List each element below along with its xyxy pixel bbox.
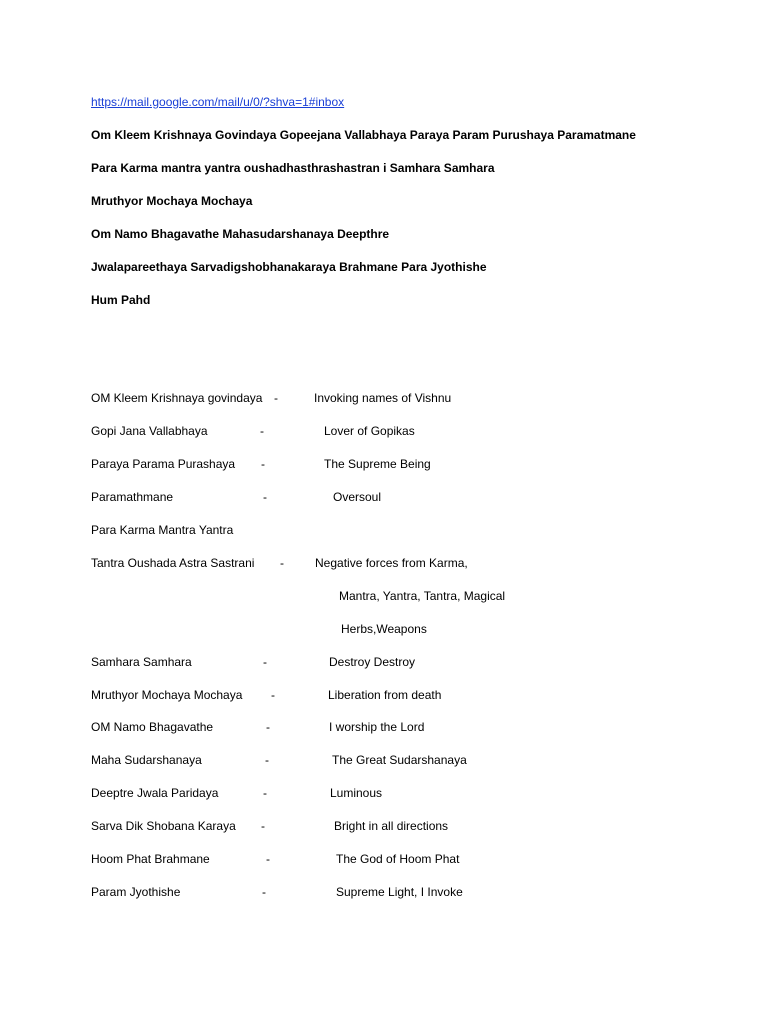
glossary-meaning: I worship the Lord	[329, 720, 425, 734]
glossary-term: Hoom Phat Brahmane	[91, 852, 210, 866]
glossary-row	[0, 456, 768, 472]
mantra-line: Jwalapareethaya Sarvadigshobhanakaraya Brahmane Para Jyothishe	[91, 260, 487, 274]
glossary-term: Gopi Jana Vallabhaya	[91, 424, 208, 438]
glossary-dash: -	[280, 556, 284, 570]
glossary-term: OM Namo Bhagavathe	[91, 720, 214, 734]
glossary-row	[0, 555, 768, 571]
glossary-meaning: Mantra, Yantra, Tantra, Magical	[339, 589, 506, 603]
glossary-meaning: Liberation from death	[328, 688, 442, 702]
glossary-row	[0, 390, 768, 406]
gmail-inbox-link[interactable]: https://mail.google.com/mail/u/0/?shva=1#inbox	[91, 95, 345, 109]
glossary-dash: -	[266, 852, 270, 866]
glossary-dash: -	[265, 753, 269, 767]
glossary-dash: -	[261, 457, 265, 471]
glossary-meaning: Destroy Destroy	[329, 655, 416, 669]
glossary-row	[0, 588, 768, 604]
glossary-meaning: Bright in all directions	[334, 819, 449, 833]
glossary-row	[0, 654, 768, 670]
glossary-term: OM Kleem Krishnaya govindaya	[91, 391, 263, 405]
mantra-line: Hum Pahd	[91, 293, 151, 307]
mantra-line: Om Kleem Krishnaya Govindaya Gopeejana Vallabhaya Paraya Param Purushaya Paramatmane	[91, 128, 636, 142]
glossary-term: Maha Sudarshanaya	[91, 753, 202, 767]
glossary-row	[0, 687, 768, 703]
glossary-dash: -	[261, 819, 265, 833]
glossary-row	[0, 621, 768, 637]
glossary-dash: -	[263, 655, 267, 669]
glossary-row	[0, 489, 768, 505]
glossary-term: Para Karma Mantra Yantra	[91, 523, 234, 537]
glossary-meaning: Luminous	[330, 786, 383, 800]
glossary-row	[0, 719, 768, 735]
glossary-meaning: Lover of Gopikas	[324, 424, 415, 438]
glossary-term: Samhara Samhara	[91, 655, 192, 669]
glossary-term: Param Jyothishe	[91, 885, 181, 899]
glossary-dash: -	[266, 720, 270, 734]
glossary-term: Paraya Parama Purashaya	[91, 457, 236, 471]
glossary-meaning: Herbs,Weapons	[341, 622, 427, 636]
glossary-row	[0, 423, 768, 439]
glossary-row	[0, 522, 768, 538]
glossary-row	[0, 752, 768, 768]
glossary-dash: -	[271, 688, 275, 702]
glossary-term: Tantra Oushada Astra Sastrani	[91, 556, 255, 570]
glossary-meaning: The Supreme Being	[324, 457, 431, 471]
glossary-dash: -	[260, 424, 264, 438]
glossary-dash: -	[262, 885, 266, 899]
glossary-meaning: Negative forces from Karma,	[315, 556, 468, 570]
glossary-meaning: The God of Hoom Phat	[336, 852, 460, 866]
glossary-meaning: Supreme Light, I Invoke	[336, 885, 463, 899]
glossary-meaning: The Great Sudarshanaya	[332, 753, 467, 767]
glossary-row	[0, 884, 768, 900]
glossary-row	[0, 785, 768, 801]
glossary-meaning: Invoking names of Vishnu	[314, 391, 452, 405]
glossary-row	[0, 818, 768, 834]
mantra-line: Mruthyor Mochaya Mochaya	[91, 194, 253, 208]
glossary-row	[0, 851, 768, 867]
glossary-term: Deeptre Jwala Paridaya	[91, 786, 219, 800]
glossary-dash: -	[263, 786, 267, 800]
glossary-term: Paramathmane	[91, 490, 174, 504]
glossary-meaning: Oversoul	[333, 490, 382, 504]
glossary-dash: -	[263, 490, 267, 504]
glossary-dash: -	[274, 391, 278, 405]
glossary-term: Mruthyor Mochaya Mochaya	[91, 688, 243, 702]
mantra-line: Om Namo Bhagavathe Mahasudarshanaya Deepthre	[91, 227, 390, 241]
glossary-term: Sarva Dik Shobana Karaya	[91, 819, 236, 833]
mantra-line: Para Karma mantra yantra oushadhasthrashastran i Samhara Samhara	[91, 161, 495, 175]
